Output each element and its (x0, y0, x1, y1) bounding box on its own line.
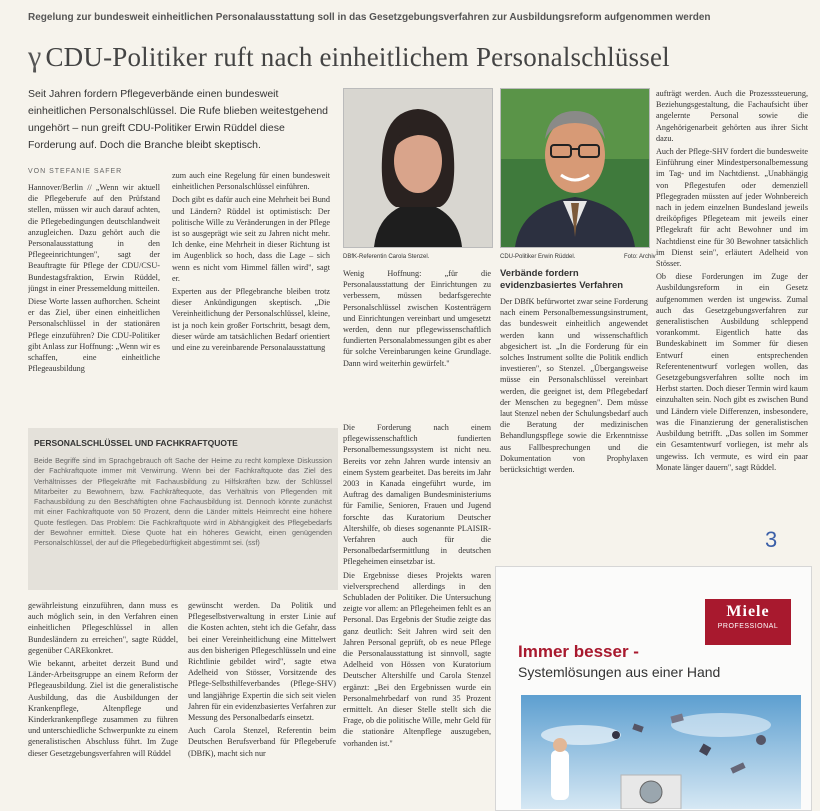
text-column-3b (343, 422, 491, 807)
photo2-caption: CDU-Politiker Erwin Rüddel. (500, 254, 576, 260)
article-kicker: Regelung zur bundesweit einheitlichen Personalausstattung soll in das Gesetzgebungsverfahren zur Ausbildungsreform aufgenommen werden (28, 12, 711, 23)
paragraph: Der DBfK befürwortet zwar seine Forderung nach einem Personalbemessungsinstrument, das bundesweit einheitlich angewendet werden kann und wissenschaftlich abgesichert ist. „In die Forderung für ein solches Instrument sollte die Politik endlich investieren", so Stenzel. „Übergangsweise müsse ein Personalschlüssel vereinbart werden, die geeignet ist, dem Pflegebedarf der Menschen zu begegnen". Dem müsse laut Stenzel neben der Schulungsbedarf auch die Beratung der medizinischen Behandlungspflege sowie die Erkenntnisse aus Fallbesprechungen und die Dokumentation von Prophylaxen berücksichtigt werden. (500, 297, 648, 475)
ad-illustration-image (521, 695, 801, 809)
ad-slogan-1: Immer besser - (518, 642, 639, 661)
text-column-b2 (188, 600, 336, 805)
photo1-caption: DBfK-Referentin Carola Stenzel. (343, 254, 430, 260)
decorative-gamma-icon: γ (28, 40, 42, 73)
text-column-4 (500, 296, 648, 521)
paragraph: gewünscht werden. Da Politik und Pflegeselbstverwaltung in erster Linie auf die Kosten achten, steht ich die Gefahr, dass bei einer Vereinheitlichung eine Mittelwert aus den bisherigen Pflegeschlüsseln und eine Richtlinie gebildet wird", sagte etwa Adelheid von Stösser, Vorsitzende des Pflege-Selbsthilfeverbandes (Pflege-SHV) und langjährige Expertin die sich seit vielen Jahren für ein evidenzbasiertes Verfahren zur Messung des Personalbedarfs einsetzt. (188, 601, 336, 723)
paragraph: aufträgt werden. Auch die Prozesssteuerung, Beziehungsgestaltung, die Fachaufsicht über angelernte Personal sowie die Angehörigenarbeit gehörten aus ihrer Sicht dazu. (656, 89, 808, 143)
photo-credit: Foto: Archiv (624, 254, 656, 260)
text-column-1 (28, 182, 160, 422)
paragraph: zum auch eine Regelung für einen bundesweit einheitlichen Personalschlüssel einführen. (172, 171, 330, 192)
paragraph: Experten aus der Pflegebranche bleiben trotz dieser Ankündigungen skeptisch. „Die Vereinheitlichung der Personalschlüssel, kleine, ist ja noch kein großer Fortschritt, besagt dem, dieser würde am tatsächlichen Bedarf orientiert und eine zu vereinbarende Personalausstattung (172, 287, 330, 353)
photo-erwin-rueddel (500, 88, 650, 248)
info-box (28, 428, 338, 590)
article-byline: VON STEFANIE SAFER (28, 168, 123, 175)
paragraph: Ob diese Forderungen im Zuge der Ausbildungsreform in ein Gesetz aufgenommen werden ist ungewiss. Zumal auch das Gesetzgebungsverfahren zur generalistischen Ausbildung schleppend vorankommt. Eigentlich hatte das Bundeskabinett im Sommer für diesen Entwurf einen entsprechenden Referentenentwurf vorlegen wollen, das Gesetzgebungsverfahren sollte noch im Herbst starten. Doch dieser Termin wird kaum einzuhalten sein. Noch gibt es zwischen Bund und Ländern viele Differenzen, insbesondere, was die Finanzierung der generalistischen Ausbildung betrifft. „Das sollen im Sommer ein Gesamtentwurf vorliegen, ist mehr als ungewiss. Ich vermute, es wird ein paar Monate länger dauern", sagt Rüddel. (656, 272, 808, 472)
paragraph: Hannover/Berlin // „Wenn wir aktuell die Pflegeberufe auf den Prüfstand stellen, müssen wir auch darauf achten, die Pflegebedingungen deutschlandweit anzugleichen. Dazu gehört auch die Personalausstattung in den Pflegeeinrichtungen", sagt der Beauftragte für Pflege der CDU/CSU-Bundestagsfraktion, Erwin Rüddel, jüngst in einer Pressemeldung mitteilen. (28, 183, 160, 293)
miele-advertisement (495, 566, 812, 811)
photo-carola-stenzel (343, 88, 493, 248)
text-column-2 (172, 170, 330, 422)
headline-text: CDU-Politiker ruft nach einheitlichem Personalschlüssel (45, 42, 670, 72)
paragraph: Die Forderung nach einem pflegewissenschaftlich fundierten Personalbemessungssystem ist nicht neu. Bereits vor zehn Jahren wurde intensiv an einem System gearbeitet. Das bereits im Jahr 2003 in Kanada eingeführt wurde, im Auftrag des damaligen Bundesministeriums für Familie, Senioren, Frauen und Jugend forschte das Kuratorium Deutscher Altershilfe, ob dieses sogenannte PLAISIR-Verfahren auch für die Personalbedarfsermittlung in deutschen Pflegeheimen einsetzbar ist. (343, 423, 491, 567)
paragraph: Auch der Pflege-SHV fordert die bundesweite Einführung einer Mindestpersonalbemessung im Tag- und im Nachtdienst. „Unabhängig von Pflegestufen oder demenziell Pflegegraden müssten auf jeder Wohnbereich nach in jedem einzelnen Bundesland jeweils dreiköpfiges Pflegeteam mit jeweils einer Pflegekraft für acht Bewohner und im Nachtdienst eine für 30 Bewohner tatsächlich im Dienst sein", erläutert Adelheid von Stösser. (656, 147, 808, 269)
text-column-3 (343, 268, 491, 420)
miele-logo (705, 599, 791, 645)
paragraph: Wie bekannt, arbeitet derzeit Bund und Länder-Arbeitsgruppe an einem Reform der Pflegeausbildung. Ziel ist die generalistische Ausbildung, das die Ausbildungen der Krankenpflege, Altenpflege und Kinderkrankenpflege zusammen zu führen und unterschiedliche Schwerpunkte zu einem generalistischen Abschluss führt. Im Zuge dieser Gesetzgebungsverfahren will Rüddel (28, 659, 178, 758)
text-column-b1 (28, 600, 178, 805)
text-column-5 (656, 88, 808, 520)
portrait-woman-image (344, 89, 492, 247)
article-lead: Seit Jahren fordern Pflegeverbände einen bundesweit einheitlichen Personalschlüssel. Die Rufe blieben weitestgehend ungehört – nun greift CDU-Politiker Erwin Rüddel diese Forderung auf. Doch die Branche bleibt skeptisch. (28, 88, 329, 151)
paragraph: Diese Worte lassen aufhorchen. Scheint er das Ziel, über einen einheitlichen Personalschlüssel in der stationären Pflege einzuführen? Die CDU-Politiker gibt Anlass zur Hoffnung: „Wenn wir es schaffen, eine einheitliche Pflegeausbildung (28, 297, 160, 374)
ad-division: PROFESSIONAL (717, 623, 779, 630)
paragraph: Die Ergebnisse dieses Projekts waren vielversprechend allerdings in den Schubladen der Politiker. Die Untersuchung zeigte vor allem: an Pflegeheimen fehlt es an Personal. Das Ergebnis der Studie zeigte das ganz deutlich: Seit Jahren wird seit den Jahren Personal geprüft, ob es neue Pflege die Personalausstattung ist sinnvoll, sagte Adelheid von Hössen von Kuratorium Deutscher Altershilfe und Carola Stenzel ergänzt: „Bei den Ergebnissen wurde ein Personalmehrbedarf von rund 35 Prozent ermittelt. An dieser Stelle stellt sich die Frage, ob die politische Wille, mehr Geld für die stationäre Altenpflege auszugeben, vorhanden ist." (343, 570, 491, 748)
info-box-text: Beide Begriffe sind im Sprachgebrauch oft Sache der Heime zu recht komplexe Diskussion der Fachkraftquote immer mit Verwirrung. Wenn bei der Fachkraftquote das Ziel des Verhältnisses der Pflegekräfte mit Fachausbildung zu Hilfskräften bzw. der Schlüssel Mitarbeiter zu Bewohnern, bzw. Fachkräftequote, das Verhältnis von Pflegenden mit Fachausbildung zu den Beschäftigten ohne Fachausbildung ist. Dennoch könnte zunächst mit einer Fachkraftquote von 50 Prozent, denn die Länder mittels Heimrecht eine höhere Quote festlegen. Das Problem: Die Fachkraftquote wird in Abhängigkeit des Pflegebedarfs der Bewohner ermittelt. Diese Quote hat ein höheres Gewicht, einen genügenden Personalschlüssel, der auf die Pflegebedürftigkeit abgestimmt sei. (ssf) (34, 456, 332, 548)
info-box-title: PERSONALSCHLÜSSEL UND FACHKRAFTQUOTE (34, 438, 238, 448)
portrait-man-image (501, 89, 649, 247)
paragraph: Wenig Hoffnung: „für die Personalausstattung der Einrichtungen zu verbessern, müssen bedarfsgerechte Personalschlüssel zwischen Kostenträgern und Einrichtungen vereinbart und umgesetzt werden, denn nur pflegewissenschaftlich fundierten Personalabmessungen gibt es aber für solche Vereinbarungen keine Grundlage. Dann wird weiterhin gewürfelt." (343, 269, 491, 368)
ad-brand: Miele (726, 603, 770, 620)
paragraph: Auch Carola Stenzel, Referentin beim Deutschen Berufsverband für Pflegeberufe (DBfK), macht sich nur (188, 726, 336, 758)
ad-slogan-2: Systemlösungen aus einer Hand (518, 664, 721, 680)
page-number: 3 (765, 527, 778, 552)
paragraph: gewährleistung einzuführen, dann muss es auch möglich sein, in den Verfahren einen einheitlichen Pflegeschlüssel in allen Bundesländern zu erreichen", sagte Rüddel, gegenüber CAREkonkret. (28, 601, 178, 655)
article-headline (28, 40, 808, 74)
article-subhead: Verbände fordern evidenzbasiertes Verfahren (500, 268, 624, 291)
paragraph: Doch gibt es dafür auch eine Mehrheit bei Bund und Ländern? Rüddel ist optimistisch: Der politische Wille zu Veränderungen in der Pflege ist so ausgeprägt wie seit zu Jahren nicht mehr. Ich denke, eine Mehrheit in dieser Richtung ist im Augenblick so hoch, dass die Lage – sich wenn es nicht vom Himmel fällen wird", sagt er. (172, 195, 330, 283)
